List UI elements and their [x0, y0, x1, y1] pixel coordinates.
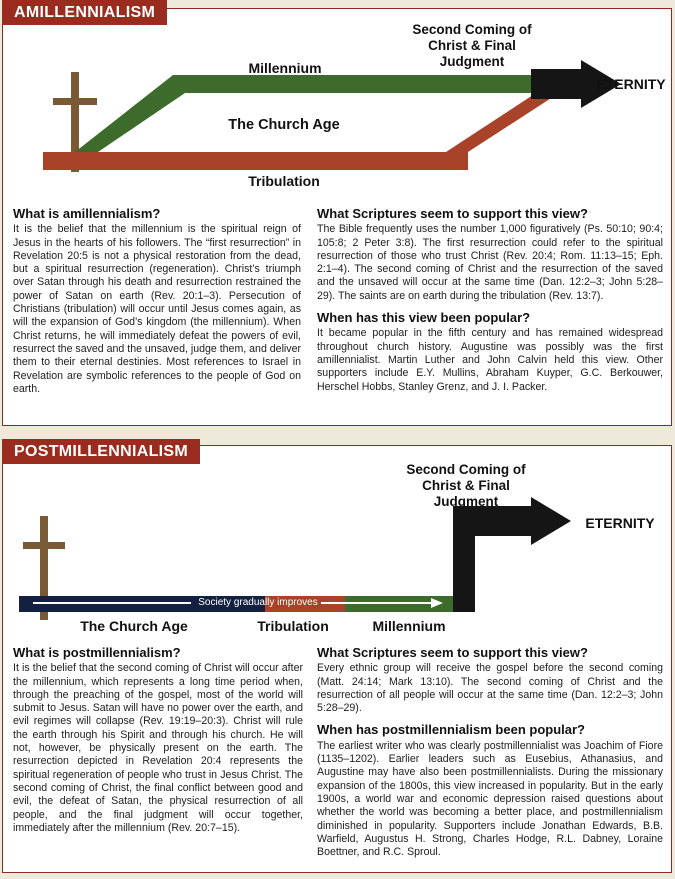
second-coming-label: Second Coming of Christ & Final Judgment: [406, 462, 526, 509]
tribulation-label: Tribulation: [248, 173, 320, 189]
amillennialism-section: [2, 4, 672, 426]
eternity-label: ETERNITY: [585, 515, 655, 531]
postmill-scriptures-heading: What Scriptures seem to support this view?: [317, 645, 588, 660]
what-is-postmill-heading: What is postmillennialism?: [13, 645, 181, 660]
postmill-popular-text: The earliest writer who was clearly postmillennialist was Joachim of Fiore (1135–1202). Earlier leaders such as Eusebius, Athanasius, and Augustine may have also been postmillennialists. During the missionary expansion of the 1800s, this view increased in popularity. But in the early 1900s, a world war and economic depression raised questions about whether the world was becoming a better place, and postmillennialism diminished in popularity. Supporters include Jonathan Edwards, B.B. Warfield, Augustus H. Strong, Charles Hodge, R.L. Dabney, Loraine Boettner, and R.C. Sproul.: [317, 739, 663, 859]
eternity-arrow: [453, 497, 571, 612]
what-is-amill-text: It is the belief that the millennium is the spiritual reign of Jesus in the hearts of his followers. The “first resurrection” in Revelation 20:5 is not a physical restoration from the dead, but a spiritual resurrection (regeneration). Christ’s triumph over Satan through his death and resurrection restrained the power of Satan on earth (Rev. 20:1–3). Persecution of Christians (tribulation) will occur until Jesus comes again, as will the expansion of God’s kingdom (the millennium). When Christ returns, he will immediately defeat the powers of evil, resurrect the saved and the unsaved, judge them, and deliver them to their eternal destinies. Most references to Israel in Revelation are symbolic references to the people of God on earth.: [13, 223, 301, 395]
postmill-right-column: [317, 646, 663, 867]
amillennialism-tab: AMILLENNIALISM: [2, 0, 167, 25]
church-age-label: The Church Age: [80, 618, 188, 634]
church-age-label: The Church Age: [228, 117, 340, 133]
amill-right-column: [317, 207, 663, 402]
postmill-scriptures-text: Every ethnic group will receive the gospel before the second coming (Matt. 24:14; Mark 13:10). The second coming of Christ and the resurrection of all people will occur at the same time (Dan. 12:2–3; John 5:28–29).: [317, 662, 663, 715]
postmillennialism-section: [2, 445, 672, 873]
millennium-label: Millennium: [248, 60, 322, 76]
tribulation-label: Tribulation: [257, 618, 329, 634]
amill-scriptures-text: The Bible frequently uses the number 1,000 figuratively (Ps. 50:10; 90:4; 105:8; 2 Peter 3:8). The first resurrection could refer to the spiritual resurrection of those who trust Christ (Rev. 20:4; Rom. 11:13–15; Eph. 2:1–4). The second coming of Christ and the resurrection of the saved and the unsaved will occur at the same time (Dan. 12:2–3; John 5:28–29). The saints are on earth during the tribulation (Rev. 13:7).: [317, 223, 663, 302]
amill-left-column: [13, 207, 301, 404]
second-coming-label: Second Coming of Christ & Final Judgment: [412, 22, 532, 69]
amill-popular-text: It became popular in the fifth century and has remained widespread throughout church history. Augustine was possibly was the first amillennialist. Martin Luther and John Calvin held this view. Other supporters include E.Y. Mullins, Abraham Kuyper, G.C. Berkouwer, Herschel Hobbs, Stanley Grenz, and J. I. Packer.: [317, 327, 663, 393]
postmillennialism-tab: POSTMILLENNIALISM: [2, 439, 200, 464]
society-label: Society gradually improves: [198, 597, 318, 608]
millennium-band: [75, 75, 577, 152]
postmill-popular-heading: When has postmillennialism been popular?: [317, 722, 585, 738]
postmill-left-column: [13, 646, 303, 843]
what-is-postmill-text: It is the belief that the second coming of Christ will occur after the millennium, which represents a long time period when, through the preaching of the gospel, most of the world will submit to Jesus. Satan will have no power over the earth, and evil regimes will collapse (Rev. 19:19–20:3). Christ will rule the earth through his Spirit and through his church. He will not, however, be physically present on the earth. The resurrection depicted in Revelation 20:4 represents the spiritual regeneration of people who trust in Jesus Christ. The second coming of Christ, the final conflict between good and evil, the defeat of Satan, the physical resurrection of all people, and the final judgment will occur together, immediately after the millennium (Rev. 20:7–15).: [13, 662, 303, 834]
postmillennialism-diagram: [3, 446, 673, 636]
eternity-label: ETERNITY: [596, 76, 666, 92]
tribulation-band: [43, 152, 468, 170]
millennium-label: Millennium: [372, 618, 446, 634]
what-is-amill-heading: What is amillennialism?: [13, 206, 161, 221]
amillennialism-diagram: [3, 9, 673, 199]
amill-scriptures-heading: What Scriptures seem to support this view?: [317, 206, 588, 221]
amill-popular-heading: When has this view been popular?: [317, 310, 531, 326]
tribulation-diagonal: [446, 93, 559, 152]
